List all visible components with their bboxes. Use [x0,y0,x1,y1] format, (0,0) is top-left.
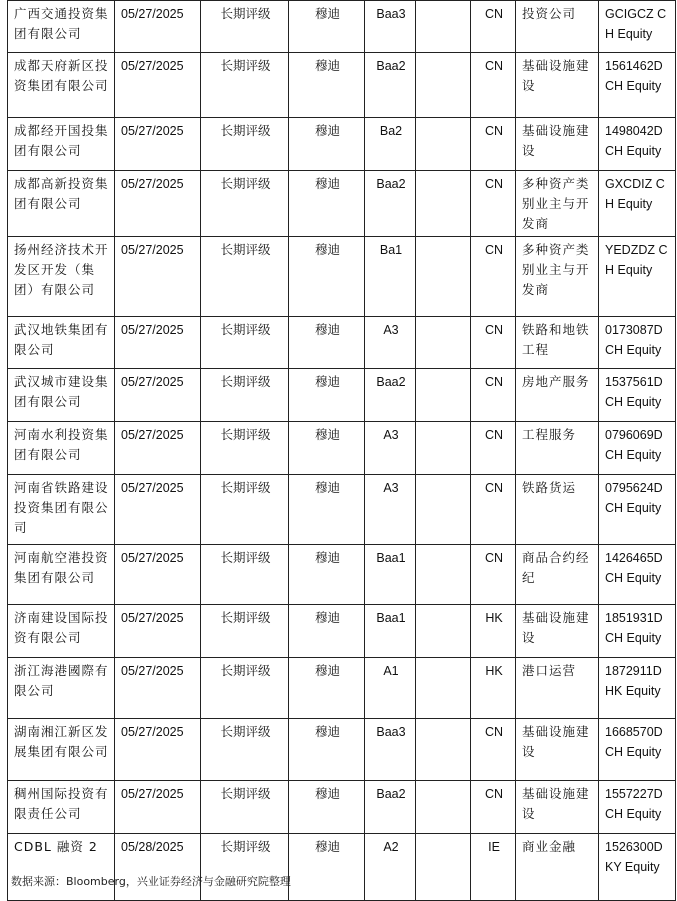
industry-cell: 基础设施建设 [516,53,599,118]
ticker-cell: 1498042D CH Equity [599,118,676,171]
table-row [8,719,676,781]
issuer-cell: 湖南湘江新区发展集团有限公司 [8,719,115,781]
date-cell: 05/27/2025 [115,605,201,658]
date-cell: 05/27/2025 [115,1,201,53]
empty-cell [416,422,471,475]
ratings-table-body [8,1,676,901]
date-cell: 05/27/2025 [115,545,201,605]
rating-type-cell: 长期评级 [201,369,289,422]
empty-cell [416,237,471,317]
rating-cell: Baa3 [365,1,416,53]
issuer-cell: 武汉地铁集团有限公司 [8,317,115,369]
table-row [8,422,676,475]
country-cell: CN [471,118,516,171]
industry-cell: 基础设施建设 [516,605,599,658]
rating-type-cell: 长期评级 [201,475,289,545]
rating-type-cell: 长期评级 [201,834,289,901]
table-row [8,317,676,369]
country-cell: CN [471,369,516,422]
agency-cell: 穆迪 [289,171,365,237]
rating-type-cell: 长期评级 [201,719,289,781]
ticker-cell: 1561462D CH Equity [599,53,676,118]
agency-cell: 穆迪 [289,605,365,658]
agency-cell: 穆迪 [289,834,365,901]
issuer-cell: 河南航空港投资集团有限公司 [8,545,115,605]
ticker-cell: 0795624D CH Equity [599,475,676,545]
ticker-cell: 1526300D KY Equity [599,834,676,901]
date-cell: 05/27/2025 [115,719,201,781]
ticker-cell: 1557227D CH Equity [599,781,676,834]
ticker-cell: GXCDIZ CH Equity [599,171,676,237]
date-cell: 05/27/2025 [115,317,201,369]
country-cell: CN [471,237,516,317]
ticker-cell: 0796069D CH Equity [599,422,676,475]
empty-cell [416,475,471,545]
agency-cell: 穆迪 [289,369,365,422]
rating-type-cell: 长期评级 [201,545,289,605]
table-row [8,781,676,834]
issuer-cell: 成都经开国投集团有限公司 [8,118,115,171]
country-cell: CN [471,422,516,475]
rating-type-cell: 长期评级 [201,118,289,171]
issuer-cell: 扬州经济技术开发区开发（集团）有限公司 [8,237,115,317]
rating-type-cell: 长期评级 [201,658,289,719]
rating-type-cell: 长期评级 [201,781,289,834]
issuer-cell: 浙江海港國際有限公司 [8,658,115,719]
table-row [8,658,676,719]
rating-cell: Ba1 [365,237,416,317]
rating-type-cell: 长期评级 [201,422,289,475]
table-row [8,834,676,901]
country-cell: CN [471,545,516,605]
table-row [8,1,676,53]
agency-cell: 穆迪 [289,1,365,53]
rating-type-cell: 长期评级 [201,237,289,317]
empty-cell [416,545,471,605]
issuer-cell: 广西交通投资集团有限公司 [8,1,115,53]
industry-cell: 商品合约经纪 [516,545,599,605]
agency-cell: 穆迪 [289,781,365,834]
issuer-cell: 成都天府新区投资集团有限公司 [8,53,115,118]
rating-cell: Baa2 [365,369,416,422]
ticker-cell: 1537561D CH Equity [599,369,676,422]
industry-cell: 商业金融 [516,834,599,901]
agency-cell: 穆迪 [289,118,365,171]
ticker-cell: YEDZDZ CH Equity [599,237,676,317]
industry-cell: 房地产服务 [516,369,599,422]
agency-cell: 穆迪 [289,237,365,317]
empty-cell [416,171,471,237]
rating-cell: Baa2 [365,781,416,834]
agency-cell: 穆迪 [289,422,365,475]
country-cell: CN [471,317,516,369]
rating-type-cell: 长期评级 [201,1,289,53]
table-row [8,605,676,658]
date-cell: 05/27/2025 [115,53,201,118]
industry-cell: 多种资产类别业主与开发商 [516,171,599,237]
industry-cell: 铁路和地铁工程 [516,317,599,369]
country-cell: CN [471,53,516,118]
country-cell: CN [471,1,516,53]
country-cell: CN [471,719,516,781]
table-row [8,475,676,545]
rating-cell: A3 [365,422,416,475]
rating-type-cell: 长期评级 [201,171,289,237]
ticker-cell: 1426465D CH Equity [599,545,676,605]
source-note: 数据来源：Bloomberg，兴业证券经济与金融研究院整理 [11,875,291,888]
industry-cell: 基础设施建设 [516,719,599,781]
date-cell: 05/27/2025 [115,237,201,317]
issuer-cell: 济南建设国际投资有限公司 [8,605,115,658]
date-cell: 05/27/2025 [115,171,201,237]
ticker-cell: 1851931D CH Equity [599,605,676,658]
table-row [8,171,676,237]
issuer-cell: 河南省铁路建设投资集团有限公司 [8,475,115,545]
industry-cell: 基础设施建设 [516,118,599,171]
rating-cell: A3 [365,475,416,545]
issuer-cell: 河南水利投资集团有限公司 [8,422,115,475]
rating-cell: Baa1 [365,605,416,658]
country-cell: CN [471,475,516,545]
industry-cell: 工程服务 [516,422,599,475]
table-row [8,237,676,317]
empty-cell [416,658,471,719]
agency-cell: 穆迪 [289,545,365,605]
agency-cell: 穆迪 [289,719,365,781]
country-cell: CN [471,171,516,237]
empty-cell [416,369,471,422]
rating-type-cell: 长期评级 [201,605,289,658]
table-row [8,53,676,118]
ratings-table [7,0,676,901]
date-cell: 05/27/2025 [115,781,201,834]
rating-type-cell: 长期评级 [201,317,289,369]
date-cell: 05/27/2025 [115,422,201,475]
empty-cell [416,317,471,369]
date-cell: 05/27/2025 [115,475,201,545]
empty-cell [416,118,471,171]
date-cell: 05/27/2025 [115,658,201,719]
date-cell: 05/27/2025 [115,118,201,171]
agency-cell: 穆迪 [289,53,365,118]
issuer-cell: 稠州国际投资有限责任公司 [8,781,115,834]
rating-cell: Ba2 [365,118,416,171]
table-row [8,369,676,422]
industry-cell: 铁路货运 [516,475,599,545]
rating-cell: Baa3 [365,719,416,781]
table-row [8,545,676,605]
agency-cell: 穆迪 [289,317,365,369]
empty-cell [416,719,471,781]
issuer-cell: 成都高新投资集团有限公司 [8,171,115,237]
empty-cell [416,781,471,834]
agency-cell: 穆迪 [289,475,365,545]
date-cell: 05/28/2025 [115,834,201,901]
agency-cell: 穆迪 [289,658,365,719]
ticker-cell: 1872911D HK Equity [599,658,676,719]
rating-cell: A2 [365,834,416,901]
rating-cell: A3 [365,317,416,369]
country-cell: HK [471,605,516,658]
industry-cell: 基础设施建设 [516,781,599,834]
rating-type-cell: 长期评级 [201,53,289,118]
country-cell: IE [471,834,516,901]
rating-cell: Baa2 [365,171,416,237]
date-cell: 05/27/2025 [115,369,201,422]
rating-cell: Baa2 [365,53,416,118]
table-row [8,118,676,171]
ticker-cell: GCIGCZ CH Equity [599,1,676,53]
rating-cell: A1 [365,658,416,719]
industry-cell: 多种资产类别业主与开发商 [516,237,599,317]
country-cell: CN [471,781,516,834]
issuer-cell: CDBL 融资 2 [8,834,115,901]
empty-cell [416,834,471,901]
ticker-cell: 1668570D CH Equity [599,719,676,781]
issuer-cell: 武汉城市建设集团有限公司 [8,369,115,422]
country-cell: HK [471,658,516,719]
industry-cell: 港口运营 [516,658,599,719]
industry-cell: 投资公司 [516,1,599,53]
rating-cell: Baa1 [365,545,416,605]
empty-cell [416,1,471,53]
ticker-cell: 0173087D CH Equity [599,317,676,369]
empty-cell [416,53,471,118]
empty-cell [416,605,471,658]
